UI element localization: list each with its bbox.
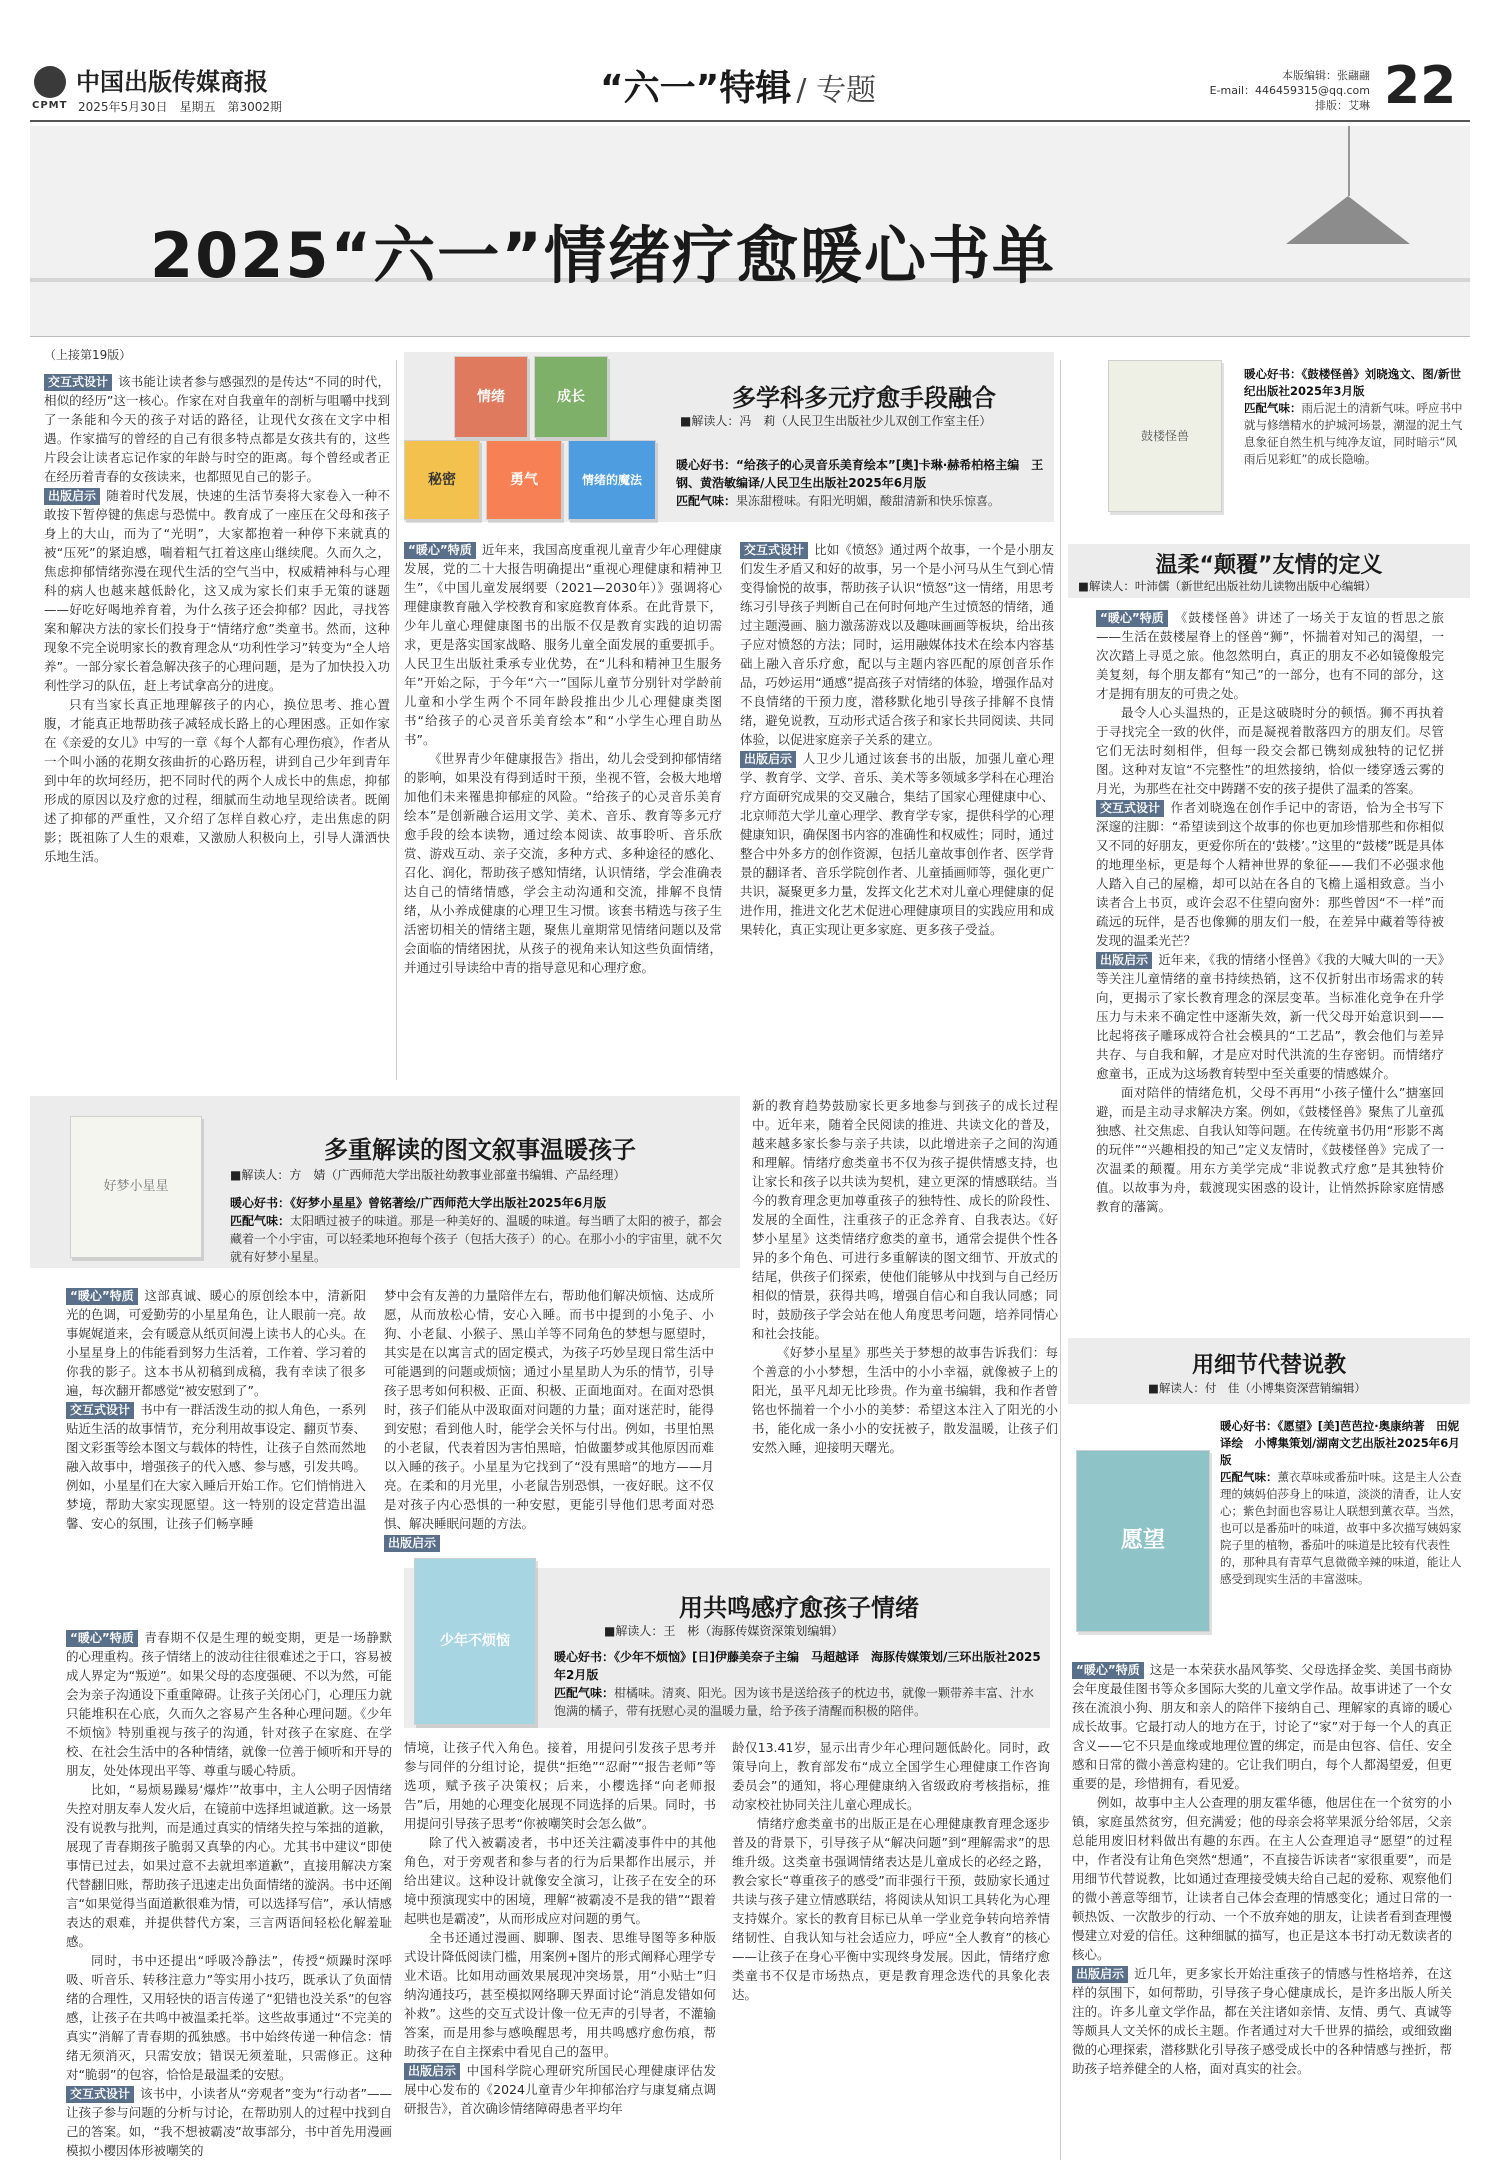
column-divider-right [1060,360,1061,2160]
picture-title: 多重解读的图文叙事温暖孩子 [324,1136,636,1164]
tag-publishing-insight: 出版启示 [1072,1966,1128,1983]
multidisc-column-1: “暖心”特质 近年来，我国高度重视儿童青少年心理健康发展，党的二十大报告明确提出“重视心理健康和精神卫生”，《中国儿童发展纲要（2021—2030年）》强调将心理健康教育融入学校教育和家庭教育体系。在此背景下，少年儿童心理健康图书的出版不仅是教育实践的迫切需求，更是落实国家战略、服务儿童全面发展的重要抓手。人民卫生出版社秉承专业优势，在“儿科和精神卫生服务年”开始之际，于今年“六一”国际儿童节分别针对学龄前儿童和小学生两个不同年龄段推出少儿心理健康类图书“给孩子的心灵音乐美育绘本”和“小学生心理自助丛书”。 《世界青少年健康报告》指出，幼儿会受到抑郁情绪的影响，如果没有得到适时干预，坐视不管，会极大地增加他们未来罹患抑郁症的风险。“给孩子的心灵音乐美育绘本”是创新融合运用文学、美术、音乐、教育等多元疗愈手段的绘本读物，通过绘本阅读、故事聆听、音乐欣赏、游戏互动、亲子交流，多种方式、多种途径的感化、召化、润化，帮助孩子感知情绪，认识情绪，学会准确表达自己的情绪情感，学会主动沟通和交流，排解不良情绪，从小养成健康的心理卫生习惯。该套书精选与孩子生活密切相关的情绪主题，聚焦儿童期常见情绪问题以及常会面临的情绪困扰，从孩子的视角来认知这些负面情绪，并通过引导读给中青的指导意见和心理疗愈。 [404,542,722,975]
section-title: “六一”特辑 [600,68,792,109]
section-subtitle: / 专题 [796,73,877,108]
friendship-reader: ■解读人：叶沛儒（新世纪出版社幼儿读物出版中心编辑） [1078,579,1377,593]
growth-header [404,1568,1050,1728]
page-number: 22 [1384,56,1457,116]
details-reader: ■解读人：付 佳（小博集资深营销编辑） [1148,1381,1366,1395]
left-paragraph-3: 只有当家长真正地理解孩子的内心，换位思考、推心置腹，才能真正地帮助孩子减轻成长路上的心理困惑。正如作家在《亲爱的女儿》中写的一章《每个人都有心理伤痕》，作者从一个叫小涵的花期女孩曲折的心路历程，讲到自己少年到青年到中年的坎坷经历，把不同时代的两个人成长中的焦虑，抑郁形成的原因以及疗愈的过程，细腻而生动地呈现给读者。既阐述了抑郁的严重性，又介绍了怎样自救心疗，走出焦虑的阴影；既祖陈了人生的艰难，又激励人积极向上，引导人潇洒快乐地生活。 [44,697,390,864]
logo-subtext: CPMT [32,100,68,111]
book-cover-no-worries: 少年不烦恼 [414,1558,536,1725]
multidisc-title: 多学科多元疗愈手段融合 [732,384,996,412]
drum-tower-recommend: 暖心好书：《鼓楼怪兽》刘晓逸文、图/新世纪出版社2025年3月版 匹配气味：雨后泥土的清新气味。呼应书中就与修缮精水的护城河场景，潮湿的泥土气息象征自然生机与纯净友谊，同时暗示“风雨后见彩虹”的成长隐喻。 [1244,367,1463,466]
tag-warm-trait: “暖心”特质 [66,1288,138,1305]
header-rule [30,120,1470,122]
book-cover-growth: 成长 [534,356,608,438]
tag-interactive-design: 交互式设计 [1096,800,1164,817]
tag-warm-trait: “暖心”特质 [404,542,476,559]
left-column [44,372,390,1092]
left-paragraph-1: 交互式设计 该书能让读者参与感强烈的是传达“不同的时代，相似的经历”这一核心。作家在对自我童年的剖析与咀嚼中找到了一条能和今天的孩子对话的路径，让现代女孩在文字中相遇。作家描写的曾经的自己有很多特点都是女孩共有的，这些片段会让读者忘记作家的年龄与时空的距离。每个曾经或者正在经历着青春的女孩读来，也都照见自己的影子。 [44,374,390,484]
tag-warm-trait: “暖心”特质 [66,1630,138,1647]
continued-note: （上接第19版） [44,348,132,362]
multidisc-recommend: 暖心好书：“给孩子的心灵音乐美育绘本”[奥]卡琳·赫希柏格主编 王钢、黄浩敏编译/人民卫生出版社2025年6月版 匹配气味：果冻甜橙味。有阳光明媚，酸甜清新和快乐惊喜。 [676,458,1044,508]
book-cover-little-star: 好梦小星星 [70,1116,202,1258]
tag-publishing-insight: 出版启示 [1096,952,1152,969]
wish-recommend: 暖心好书：《愿望》[美]芭芭拉·奥康纳著 田妮译绘 小博集策划/湖南文艺出版社2025年6月版 匹配气味：薰衣草味或番茄叶味。这是主人公查理的姨妈伯莎身上的味道，淡淡的清香，让人安心；紫色封面也容易让人联想到薰衣草。当然，也可以是番茄叶的味道，故事中多次描写姨妈家院子里的植物，番茄叶的味道是比较有代表性的，那种具有青草气息微微辛辣的味道，能让人感受到现实生活的丰富滋味。 [1220,1419,1462,1586]
growth-column-2: 情境，让孩子代入角色。接着，用提问引发孩子思考并参与同伴的分组讨论，提供“拒绝”“忍耐”“报告老师”等选项，赋予孩子决策权；后来，小樱选择“向老师报告”后，用她的心理变化展现不同选择的后果。同时，书用提问引导孩子思考“你被嘲笑时会怎么做”。 除了代入被霸凌者，书中还关注霸凌事件中的其他角色，对于旁观者和参与者的行为后果都作出展示，并给出建议。这种设计就像安全演习，让孩子在安全的环境中预演现实中的困境，理解“被霸凌不是我的错”“跟着起哄也是霸凌”，从而形成应对问题的勇气。 全书还通过漫画、脚聊、图表、思维导图等多种版式设计降低阅读门槛，用案例+图片的形式阐释心理学专业术语。比如用动画效果展现冲突场景，用“小贴士”归纳沟通技巧，甚至模拟网络聊天界面讨论“消息发错如何补救”。这些的交互式设计像一位无声的引导者，不灌输答案，而是用参与感唤醒思考，用共鸣感疗愈伤痕，帮助孩子在自主探索中看见自己的盔甲。 出版启示 中国科学院心理研究所国民心理健康评估发展中心发布的《2024儿童青少年抑郁治疗与康复痛点调研报告》，首次确诊情绪障碍患者平均年 [404,1740,716,2116]
editor-name: 本版编辑：张翮翮 [1282,69,1370,82]
lamp-shade-icon [1286,196,1410,244]
picture-reader: ■解读人：方 婧（广西师范大学出版社幼教事业部童书编辑、产品经理） [230,1168,626,1182]
drum-tower-header [1068,352,1470,532]
growth-column-1: “暖心”特质 青春期不仅是生理的蜕变期，更是一场静默的心理重构。孩子情绪上的波动往往很难述之于口，容易被成人界定为“叛逆”。如果父母的态度强硬、不以为然，可能会为亲子沟通设下重重障碍。让孩子关闭心门，心理压力就只能堆积在心底，久而久之容易产生各种心理问题。《少年不烦恼》特别重视与孩子的沟通，针对孩子在家庭、在学校、在社会生活中的各种情绪，就像一位善于倾听和开导的朋友，处处体现出平等、尊重与暖心特质。 比如，“易烦易躁易‘爆炸’”故事中，主人公明子因情绪失控对朋友奉人发火后，在镜前中选择坦诚道歉。这一场景没有说教与批判，而是通过真实的情绪失控与笨拙的道歉，展现了青春期孩子脆弱又真挚的内心。尤其书中建议“即使事情已过去，如果过意不去就坦率道歉”，直接用解决方案代替翻旧账，帮助孩子迅速走出负面情绪的漩涡。书中还阐言“如果觉得当面道歉很难为情，可以选择写信”，承认情感表达的艰难，并提供替代方案，三言两语间轻松化解羞耻感。 同时，书中还提出“呼吸冷静法”，传授“烦躁时深呼吸、听音乐、转移注意力”等实用小技巧，既承认了负面情绪的合理性，又用轻快的语言传递了“犯错也没关系”的包容感，让孩子在共鸣中被温柔托举。这些故事通过“不完美的真实”消解了青春期的孤独感。书中始终传递一种信念：情绪无须消灭，只需安放；错误无须羞耻，只需修正。这种对“脆弱”的包容，恰恰是最温柔的安慰。 交互式设计 该书中，小读者从“旁观者”变为“行动者”——让孩子参与问题的分析与讨论，在帮助别人的过程中找到自己的答案。如，“我不想被霸凌”故事部分，书中首先用漫画模拟小樱因体形被嘲笑的 [66,1630,392,2158]
multidisc-reader: ■解读人：冯 莉（人民卫生出版社少儿双创工作室主任） [680,414,992,428]
details-header [1068,1338,1470,1404]
newspaper-name: 中国出版传媒商报 [76,67,268,96]
book-cover-wish: 愿望 [1076,1450,1210,1632]
tag-interactive-design: 交互式设计 [66,1402,134,1419]
lamp-icon [1348,126,1350,196]
multidisc-header [404,352,1054,522]
top-rule [30,336,1470,337]
multidisc-column-2: 交互式设计 比如《愤怒》通过两个故事，一个是小朋友们发生矛盾又和好的故事，另一个是小河马从生气到心情变得愉悦的故事，帮助孩子认识“愤怒”这一情绪，用思考练习引导孩子判断自己在何时何地产生过愤怒的情绪，通过主题漫画、脑力激荡游戏以及趣味画画等板块，给出孩子应对愤怒的方法；同时，运用融媒体技术在绘本内容基础上融入音乐疗愈，配以与主题内容匹配的原创音乐作品，巧妙运用“通感”提高孩子对情绪的体验，增强作品对不良情绪的干预力度，潜移默化地引导孩子排解不良情绪，避免说教，互动形式适合孩子和家长共同阅读、共同体验，以促进家庭亲子关系的建立。 出版启示 人卫少儿通过该套书的出版，加强儿童心理学、教育学、文学、音乐、美术等多领域多学科在心理治疗方面研究成果的交叉融合，集结了国家心理健康中心、北京师范大学儿童心理学、教育学专家，提供科学的心理健康知识，确保图书内容的准确性和权威性；同时，通过整合中外多方的创作资源，包括儿童故事创作者、医学背景的翻译者、音乐学院创作者、儿童插画师等，强化更广共识，凝聚更多力量，发挥文化艺术对儿童心理健康的促进作用，推进文化艺术促进心理健康项目的实践应用和成果转化，真正实现让更多家庭、更多孩子受益。 [740,542,1054,937]
tag-publishing-insight: 出版启示 [44,488,100,505]
tag-warm-trait: “暖心”特质 [1072,1662,1144,1679]
friendship-header [1068,544,1470,598]
tag-interactive-design: 交互式设计 [66,2086,134,2103]
editor-email: E-mail：446459315@qq.com [1209,84,1370,97]
picture-recommend: 暖心好书：《好梦小星星》曾铭著绘/广西师范大学出版社2025年6月版 匹配气味：太阳晒过被子的味道。那是一种美好的、温暖的味道。每当晒了太阳的被子，都会藏着一个小宇宙，可以轻柔地环抱每个孩子（包括大孩子）的心。在那小小的宇宙里，就不欠就有好梦小星星。 [230,1196,723,1264]
tag-publishing-insight: 出版启示 [740,751,796,768]
editor-info [1190,68,1370,113]
layout-editor: 排版：艾琳 [1315,99,1370,112]
picture-header [30,1096,740,1268]
book-cover-magic: 情绪的魔法 [568,440,656,520]
growth-column-3: 龄仅13.41岁，显示出青少年心理问题低龄化。同时，政策导向上，教育部发布“成立全国学生心理健康工作咨询委员会”的通知，将心理健康纳入省级政府考核指标，推动家校社协同关注儿童心理成长。 情绪疗愈类童书的出版正是在心理健康教育理念逐步普及的背景下，引导孩子从“解决问题”到“理解需求”的思维升级。这类童书强调情绪表达是儿童成长的必经之路，教会家长“尊重孩子的感受”而非强行干预，鼓励家长通过共读与孩子建立情感联结，将阅读从知识工具转化为心理支持媒介。家长的教育目标已从单一学业竞争转向培养情绪韧性、自我认知与社会适应力，呼应“全人教育”的核心——让孩子在身心平衡中实现终身发展。因此，情绪疗愈类童书不仅是市场热点，更是教育理念迭代的具象化表达。 [732,1740,1050,2002]
picture-column-2: 梦中会有友善的力量陪伴左右，帮助他们解决烦恼、达成所愿，从而放松心情，安心入睡。而书中提到的小兔子、小狗、小老鼠、小猴子、黑山羊等不同角色的梦想与愿望时，其实是在以寓言式的固定模式，为孩子巧妙呈现日常生活中可能遇到的问题或烦恼；通过小星星助人为乐的情节，引导孩子思考如何积极、正面、积极、正面地面对。在面对恐惧时，孩子们能从中汲取面对问题的力量；面对迷茫时，能得到安慰；看到他人时，能学会关怀与付出。例如，书里怕黑的小老鼠，代表着因为害怕黑暗，怕做噩梦或其他原因而难以入睡的孩子。小星星为它找到了“没有黑暗”的地方——月亮。在柔和的月光里，小老鼠告别恐惧，一夜好眠。这不仅是对孩子内心恐惧的一种安慰，更能引导他们思考面对恐惧、解决睡眠问题的方法。 出版启示 [384,1288,714,1550]
left-paragraph-2: 出版启示 随着时代发展，快速的生活节奏将大家卷入一种不敢按下暂停键的焦虑与恐慌中。教育成了一座压在父母和孩子身上的大山，而为了“光明”，大家都抱着一种停下来就真的被“压死”的紧迫感，喘着粗气扛着这座山继续爬。久而久之，焦虑抑郁情绪弥漫在现代生活的空气当中，权威精神科与心理科的病人也越来越低龄化，这又成为家长们束手无策的谜题——好吃好喝地养育着，为什么孩子还会抑郁？因此，寻找答案和解决方法的家长们投身于“情绪疗愈”类童书。然而，这种现象不完全说明家长的教育理念从“功利性学习”转变为“全人培养”。一部分家长着急解决孩子的心理问题，是为了加快投入功利性学习的队伍，赶上考试拿高分的进度。 [44,488,390,693]
wish-book-block [1068,1414,1470,1644]
friendship-title: 温柔“颠覆”友情的定义 [1155,553,1383,578]
masthead [34,60,334,120]
section-heading [600,60,876,110]
issue-date-line: 2025年5月30日 星期五 第3002期 [78,100,282,114]
growth-recommend: 暖心好书：《少年不烦恼》[日]伊藤美奈子主编 马超越译 海豚传媒策划/三环出版社2025年2月版 匹配气味：柑橘味。清爽、阳光。因为该书是送给孩子的枕边书，就像一颗带养丰富、汁水饱满的橘子，带有抚慰心灵的温暖力量，给予孩子清醒而积极的陪伴。 [554,1650,1041,1718]
tag-publishing-insight: 出版启示 [404,2063,460,2080]
newspaper-logo-icon [34,66,66,98]
growth-title: 用共鸣感疗愈孩子情绪 [679,1594,919,1622]
friendship-column: “暖心”特质 《鼓楼怪兽》讲述了一场关于友谊的哲思之旅——生活在鼓楼屋脊上的怪兽“狮”，怀揣着对知己的渴望，一次次踏上寻觅之旅。他忽然明白，真正的朋友不必如镜像般完美复刻，每个朋友都有“知己”的一部分，也有不同的部分，这才是拥有朋友的可贵之处。 最令人心头温热的，正是这破晓时分的顿悟。狮不再执着于寻找完全一致的伙伴，而是凝视着散落四方的朋友们。尽管它们无法时刻相伴，但每一段交会都已镌刻成独特的记忆拼图。这种对友谊“不完整性”的坦然接纳，恰似一缕穿透云雾的月光，为那些在社交中踌躇不安的孩子提供了温柔的答案。 交互式设计 作者刘晓逸在创作手记中的寄语，恰为全书写下深邃的注脚：“希望读到这个故事的你也更加珍惜那些和你相似又不同的好朋友，更爱你所在的‘鼓楼’。”这里的“鼓楼”既是具体的地理坐标，更是每个人精神世界的象征——我们不必强求他人踏入自己的屋檐，却可以站在各自的飞檐上遥相致意。当小读者合上书页，或许会忍不住望向窗外：那些曾因“不一样”而疏远的玩伴，是否也像狮的朋友们一般，在差异中藏着等待被发现的温柔光芒？ 出版启示 近年来，《我的情绪小怪兽》《我的大喊大叫的一天》等关注儿童情绪的童书持续热销，这不仅折射出市场需求的转向，更揭示了家长教育理念的深层变革。当标准化竞争在升学压力与未来不确定性中逐渐失效，新一代父母开始意识到——比起将孩子雕琢成符合社会模具的“工艺品”，教会他们与差异共存、与自我和解，才是应对时代洪流的生存密钥。而情绪疗愈童书，正成为这场教育转型中至关重要的情感媒介。 面对陪伴的情绪危机，父母不再用“小孩子懂什么”搪塞回避，而是主动寻求解决方案。例如，《鼓楼怪兽》聚焦了儿童孤独感、社交焦虑、自我认知等问题。在传统童书仍用“形影不离的玩伴”“兴趣相投的知己”定义友情时，《鼓楼怪兽》完成了一次温柔的颠覆。用东方美学完成“非说教式疗愈”是其独特价值。以故事为舟，载渡现实困惑的设计，让悄然拆除家庭情感教育的藩篱。 [1096,610,1444,1214]
book-cover-emotion: 情绪 [454,356,528,438]
book-cover-secret: 秘密 [404,440,480,520]
tag-interactive-design: 交互式设计 [740,542,808,559]
column-divider-left [396,360,397,1080]
book-cover-drum-tower: 鼓楼怪兽 [1108,360,1222,512]
tag-warm-trait: “暖心”特质 [1096,610,1168,627]
details-title: 用细节代替说教 [1191,1353,1346,1378]
tag-interactive-design: 交互式设计 [44,374,112,391]
tag-publishing-insight: 出版启示 [384,1535,440,1552]
picture-column-3: 新的教育趋势鼓励家长更多地参与到孩子的成长过程中。近年来，随着全民阅读的推进、共读文化的普及，越来越多家长参与亲子共读，以此增进亲子之间的沟通和理解。情绪疗愈类童书不仅为孩子提供情感支持，也让家长和孩子以共读为契机，建立更深的情感联结。当今的教育理念更加尊重孩子的独特性、成长的阶段性、发展的全面性，注重孩子的正念养育、自我表达。《好梦小星星》这类情绪疗愈类的童书，通常会提供个性各异的多个角色、可进行多重解读的图文细节、开放式的结尾，供孩子们探索，使他们能够从中找到与自己经历相似的情景，获得共鸣，增强自信心和自我认同感；同时，鼓励孩子学会站在他人角度思考问题，培养同情心和社会技能。 《好梦小星星》那些关于梦想的故事告诉我们：每个善意的小小梦想，生活中的小小幸福，就像被子上的阳光，虽平凡却无比珍贵。作为童书编辑，我和作者曾铭也怀揣着一个小小的美梦：希望这本注入了阳光的小书，能化成一条小小的安抚被子，散发温暖，让孩子们安然入睡，迎接明天曙光。 [752,1098,1058,1455]
growth-reader: ■解读人：王 彬（海豚传媒资深策划编辑） [604,1624,844,1638]
book-cover-courage: 勇气 [486,440,562,520]
title-banner [30,126,1470,336]
picture-column-1: “暖心”特质 这部真诚、暖心的原创绘本中，清新阳光的色调，可爱勤劳的小星星角色，让人眼前一亮。故事娓娓道来，会有暖意从纸页间漫上读书人的心头。在小星星身上的伟能看到努力生活着，工作着、学习着的你我的影子。这本书从初稿到成稿，我有幸读了很多遍，每次翻开都感觉“被安慰到了”。 交互式设计 书中有一群活泼生动的拟人角色，一系列贴近生活的故事情节，充分利用故事设定、翻页节奏、图文彩蛋等绘本图文与载体的特性，让孩子自然而然地融入故事中，增强孩子的代入感、参与感，引发共鸣。例如，小星星们在大家入睡后开始工作。它们悄悄进入梦境，帮助大家实现愿望。这一特别的设定营造出温馨、安心的氛围，让孩子们畅享睡 [66,1288,366,1531]
main-title: 2025“六一”情绪疗愈暖心书单 [150,219,1057,292]
details-column: “暖心”特质 这是一本荣获水晶风筝奖、父母选择金奖、美国书商协会年度最佳图书等众多国际大奖的儿童文学作品。故事讲述了一个女孩在流浪小狗、朋友和亲人的陪伴下接纳自己、理解家的真谛的暖心成长故事。它最打动人的地方在于，讨论了“家”对于每一个人的真正含义——它不只是血缘或地理位置的绑定，而是由包容、信任、安全感和日常的微小善意构建的。它让我们明白，每个人都渴望爱，但更重要的是，珍惜拥有，看见爱。 例如，故事中主人公查理的朋友霍华德，他居住在一个贫穷的小镇，家庭虽然贫穷，但充满爱；他的母亲会将苹果派分给邻居，父亲总能用废旧材料做出有趣的东西。在主人公查理追寻“愿望”的过程中，作者没有让角色突然“想通”，不直接告诉读者“家很重要”，而是用细节代替说教，比如通过查理接受姨夫给自己起的爱称、观察他们的微小善意等细节，让读者自己体会查理的情感变化；通过日常的一顿热饭、一次散步的行动、一个不放弃她的朋友，让读者看到查理慢慢建立对爱的信任。这种细腻的描写，也正是这本书打动无数读者的核心。 出版启示 近几年，更多家长开始注重孩子的情感与性格培养，在这样的氛围下，如何帮助，引导孩子身心健康成长，是许多出版人所关注的。许多儿童文学作品，都在关注诸如亲情、友情、勇气、真诚等等颇具人文关怀的成长主题。作者通过对大千世界的描绘，或细致幽微的心理探索，潜移默化引导孩子感受成长中的各种情感与挫折，帮助孩子培养健全的人格，面对真实的社会。 [1072,1662,1452,2076]
